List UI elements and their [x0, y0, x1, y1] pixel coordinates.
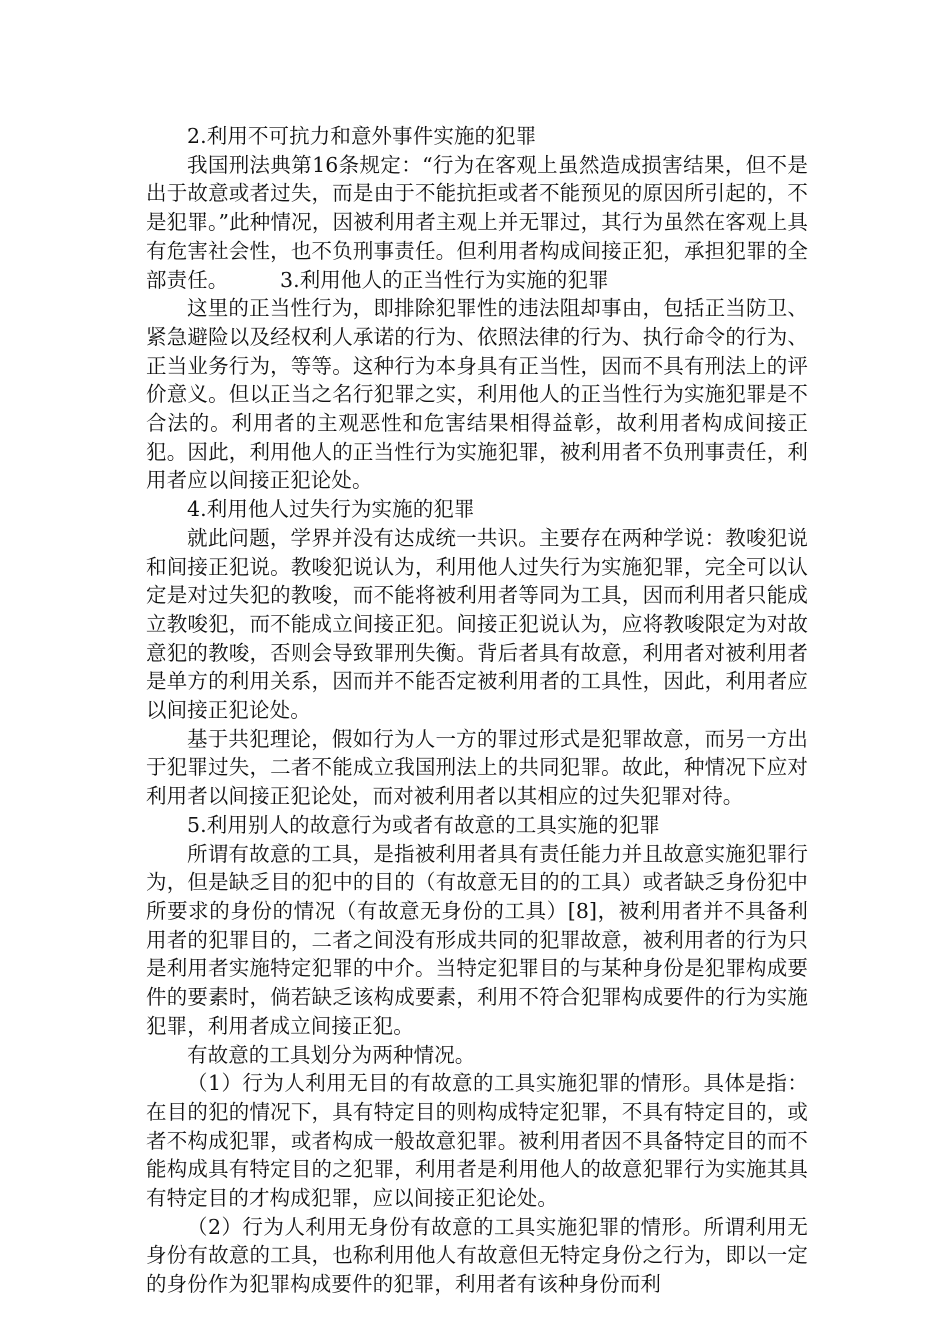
document-body	[146, 122, 808, 1299]
heading-intentional-tools: 5.利用别人的故意行为或者有故意的工具实施的犯罪	[187, 812, 660, 837]
paragraph-two-situations: 有故意的工具划分为两种情况。	[187, 1042, 476, 1067]
paragraph-situation-2: （2）行为人利用无身份有故意的工具实施犯罪的情形。所谓利用无身份有故意的工具，也称利用他人有故意但无特定身份之行为，即以一定的身份作为犯罪构成要件的犯罪，利用者有该种身份而利	[146, 1214, 808, 1297]
paragraph-situation-1: （1）行为人利用无目的有故意的工具实施犯罪的情形。具体是指：在目的犯的情况下，具有特定目的则构成特定犯罪，不具有特定目的，或者不构成犯罪，或者构成一般故意犯罪。被利用者因不具备特定目的而不能构成具有特定目的之犯罪，利用者是利用他人的故意犯罪行为实施其具有特定目的才构成犯罪，应以间接正犯论处。	[146, 1071, 808, 1211]
paragraph-intentional-tool-definition: 所谓有故意的工具，是指被利用者具有责任能力并且故意实施犯罪行为，但是缺乏目的犯中的目的（有故意无目的的工具）或者缺乏身份犯中所要求的身份的情况（有故意无身份的工具）[8]，被利用者并不具备利用者的犯罪目的，二者之间没有形成共同的犯罪故意，被利用者的行为只是利用者实施特定犯罪的中介。当特定犯罪目的与某种身份是犯罪构成要件的要素时，倘若缺乏该构成要素，利用不符合犯罪构成要件的行为实施犯罪，利用者成立间接正犯。	[146, 841, 808, 1038]
heading-negligent-acts: 4.利用他人过失行为实施的犯罪	[187, 497, 475, 522]
paragraph-complicity-theory: 基于共犯理论，假如行为人一方的罪过形式是犯罪故意，而另一方出于犯罪过失，二者不能成立我国刑法上的共同犯罪。故此，种情况下应对利用者以间接正犯论处，而对被利用者以其相应的过失犯罪对待。	[146, 726, 808, 809]
paragraph-doctrines: 就此问题，学界并没有达成统一共识。主要存在两种学说：教唆犯说和间接正犯说。教唆犯说认为，利用他人过失行为实施犯罪，完全可以认定是对过失犯的教唆，而不能将被利用者等同为工具，因而利用者只能成立教唆犯，而不能成立间接正犯。间接正犯说认为，应将教唆限定为对故意犯的教唆，否则会导致罪刑失衡。背后者具有故意，利用者对被利用者是单方的利用关系，因而并不能否定被利用者的工具性，因此，利用者应以间接正犯论处。	[146, 525, 808, 723]
heading-force-majeure: 2.利用不可抗力和意外事件实施的犯罪	[187, 124, 537, 148]
paragraph-justified-acts: 这里的正当性行为，即排除犯罪性的违法阻却事由，包括正当防卫、紧急避险以及经权利人承诺的行为、依照法律的行为、执行命令的行为、正当业务行为，等等。这种行为本身具有正当性，因而不具有刑法上的评价意义。但以正当之名行犯罪之实，利用他人的正当性行为实施犯罪是不合法的。利用者的主观恶性和危害结果相得益彰，故利用者构成间接正犯。因此，利用他人的正当性行为实施犯罪，被利用者不负刑事责任，利用者应以间接正犯论处。	[146, 296, 808, 493]
paragraph-article-16: 我国刑法典第16条规定：“行为在客观上虽然造成损害结果，但不是出于故意或者过失，而是由于不能抗拒或者不能预见的原因所引起的，不是犯罪。”此种情况，因被利用者主观上并无罪过，其行为虽然在客观上具有危害社会性，也不负刑事责任。但利用者构成间接正犯，承担犯罪的全部责任。 3.利用他人的正当性行为实施的犯罪	[146, 152, 808, 292]
